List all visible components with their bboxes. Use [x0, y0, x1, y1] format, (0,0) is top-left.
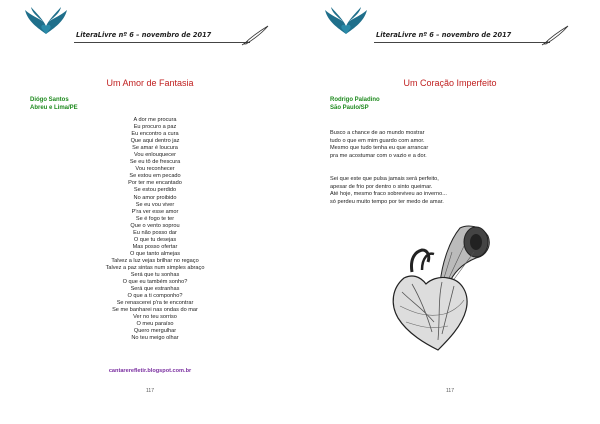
poem-line: Que o vento soprou	[130, 222, 180, 229]
poem-line: Eu procuro a paz	[133, 124, 177, 131]
poem-line: Vou enlouquecer	[134, 152, 176, 159]
poem-line: Busco a chance de ao mundo mostrar	[330, 130, 425, 136]
poem-line: Se eu tô de frescura	[129, 159, 181, 166]
poem-line: Mesmo que tudo tenha eu que arrancar	[330, 145, 429, 152]
page-number: 117	[446, 388, 454, 394]
poem-body	[40, 117, 270, 343]
author-name: Rodrigo Paladino	[330, 97, 380, 103]
right-page	[300, 0, 600, 424]
winged-heart-logo-icon	[24, 6, 68, 40]
page-header	[324, 6, 584, 46]
poem-line: Se estou perdido	[133, 187, 177, 194]
poem-line: O que a ti componho?	[127, 293, 183, 300]
poem-line: Ver no teu sorriso	[133, 314, 177, 321]
poem-line: Quero mergulhar	[133, 328, 177, 335]
poem-line: Eu encontro a cura	[131, 131, 179, 138]
poem-line: No amor proibido	[133, 194, 177, 201]
poem-line: Talvez a paz sintas num simples abraço	[105, 264, 205, 271]
author-place: Abreu e Lima/PE	[30, 105, 78, 111]
page-number: 117	[146, 388, 154, 394]
poem-line: tudo o que em mim guardo com amor.	[330, 137, 425, 144]
poem-line: Mas posso ofertar	[132, 243, 178, 250]
poem-line: Que aqui dentro jaz	[130, 138, 180, 145]
poem-line: apesar de frio por dentro o sinto queimar.	[330, 183, 433, 190]
header-rule	[74, 42, 250, 43]
header-title: LiteraLivre nº 6 – novembro de 2017	[76, 31, 212, 39]
poem-line: O que eu também sonho?	[122, 279, 188, 286]
poem-line: Eu não posso dar	[133, 229, 177, 236]
poem-line: Sei que este que pulsa jamais será perfeito,	[330, 176, 439, 182]
author-place: São Paulo/SP	[330, 105, 369, 111]
author-website: cantarerefletir.blogspot.com.br	[108, 368, 192, 374]
poem-line: Até hoje, mesmo fraco sobreviveu ao inverno...	[330, 191, 447, 198]
poem-line: Se é fogo te ter	[135, 215, 175, 222]
poem-line: Se estou em pecado	[129, 173, 181, 180]
header-title: LiteraLivre nº 6 – novembro de 2017	[376, 31, 512, 39]
poem-line: Talvez a luz vejas brilhar no regaço	[111, 257, 199, 264]
poem-line: só perdeu muito tempo por ter medo de amar.	[330, 198, 444, 205]
poem-stanza-1	[330, 130, 428, 160]
poem-line: Será que estranhas	[130, 286, 180, 293]
poem-line: Se amar é loucura	[132, 145, 178, 152]
quill-pen-icon	[540, 24, 570, 46]
poem-line: No teu meigo olhar	[131, 335, 179, 342]
poem-line: Será que tu sonhas	[130, 272, 180, 279]
poem-line: Por ter me encantado	[128, 180, 182, 187]
poem-line: O que tanto almejas	[129, 250, 181, 257]
page-header	[24, 6, 284, 46]
quill-pen-icon	[240, 24, 270, 46]
header-rule	[374, 42, 550, 43]
poem-line: O que tu desejas	[133, 236, 177, 243]
poem-line: pra me acostumar com o vazio e a dor.	[330, 152, 427, 159]
poem-title: Um Amor de Fantasia	[106, 78, 194, 88]
poem-line: P'ra ver esse amor	[131, 208, 179, 215]
poem-line: Se eu vou viver	[135, 201, 175, 208]
poem-line: Vou reconhecer	[135, 166, 175, 173]
winged-heart-logo-icon	[324, 6, 368, 40]
poem-line: Se me banharei nas ondas do mar	[112, 307, 198, 314]
author-name: Diógo Santos	[30, 97, 69, 103]
poem-line: Se renascerei p'ra te encontrar	[116, 300, 194, 307]
poem-title: Um Coração Imperfeito	[403, 78, 497, 88]
poem-line: A dor me procura	[133, 117, 177, 123]
gramophone-heart-illustration	[382, 222, 492, 352]
poem-stanza-2	[330, 176, 447, 206]
poem-line: O meu paraíso	[136, 321, 174, 328]
